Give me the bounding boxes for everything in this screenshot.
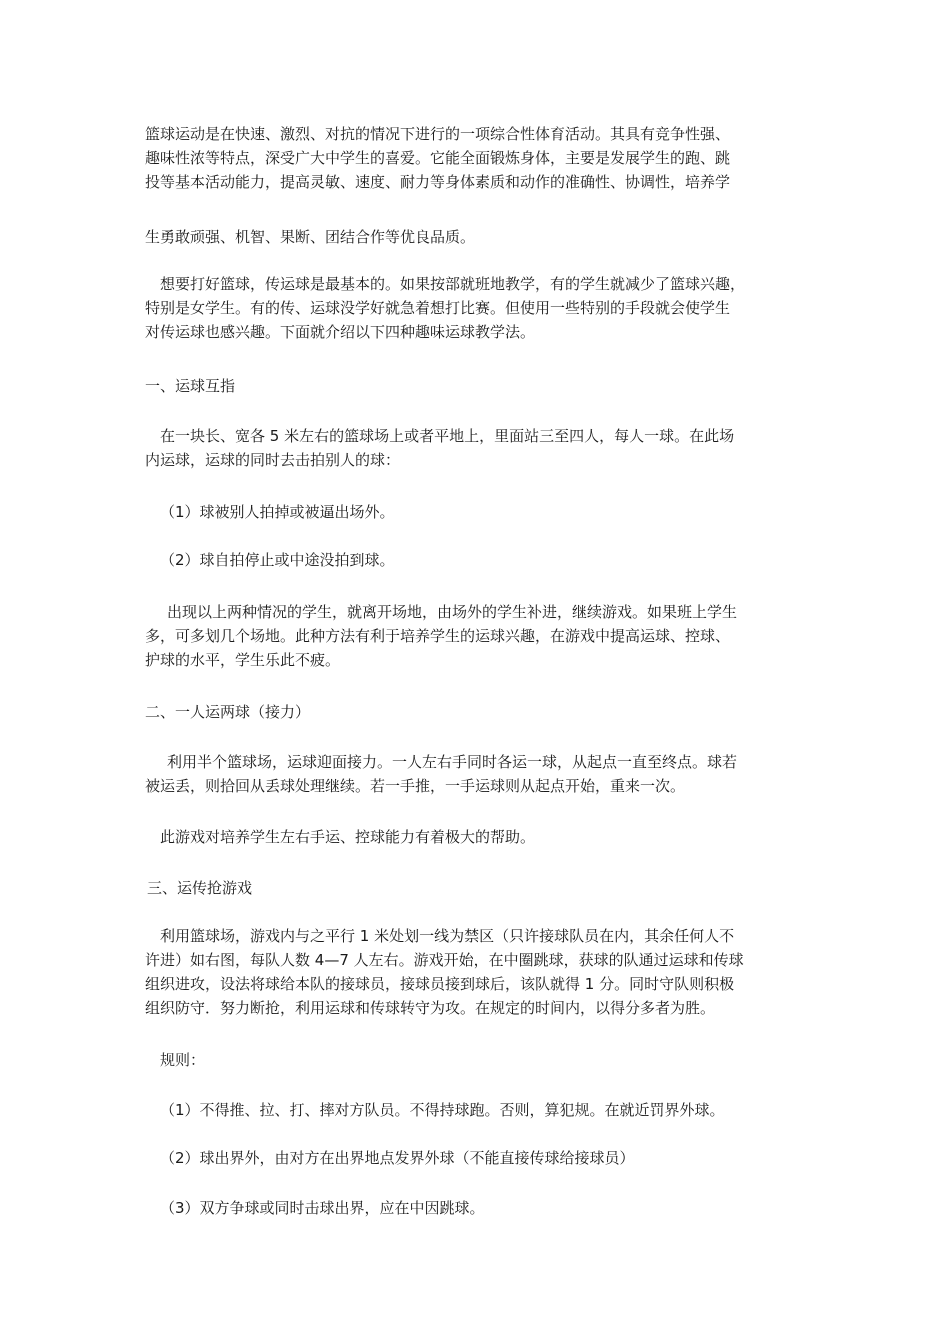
list-item: （2）球自拍停止或中途没拍到球。 bbox=[160, 551, 395, 569]
rules-label bbox=[145, 1048, 815, 1072]
list-item: （3）双方争球或同时击球出界，应在中因跳球。 bbox=[160, 1199, 485, 1217]
section-heading: 一、运球互指 bbox=[145, 377, 236, 395]
intro-line: 趣味性浓等特点，深受广大中学生的喜爱。它能全面锻炼身体，主要是发展学生的跑、跳 bbox=[145, 149, 731, 167]
intro-tail-line: 生勇敢顽强、机智、果断、团结合作等优良品质。 bbox=[145, 228, 476, 246]
section-heading: 二、一人运两球（接力） bbox=[145, 703, 311, 721]
paragraph-line: 多，可多划几个场地。此种方法有利于培养学生的运球兴趣，在游戏中提高运球、控球、 bbox=[145, 627, 731, 645]
paragraph-line: 被运丢，则拾回从丢球处理继续。若一手推，一手运球则从起点开始，重来一次。 bbox=[145, 777, 686, 795]
intro-paragraph bbox=[145, 122, 815, 194]
section-heading-3 bbox=[145, 876, 815, 900]
paragraph-line: 想要打好篮球，传运球是最基本的。如果按部就班地教学，有的学生就减少了篮球兴趣， bbox=[160, 275, 746, 293]
rules-heading: 规则： bbox=[160, 1051, 206, 1069]
intro-line: 篮球运动是在快速、激烈、对抗的情况下进行的一项综合性体育活动。其具有竞争性强、 bbox=[145, 125, 731, 143]
paragraph-line: 对传运球也感兴趣。下面就介绍以下四种趣味运球教学法。 bbox=[145, 323, 536, 341]
paragraph-line: 利用篮球场，游戏内与之平行 1 米处划一线为禁区（只许接球队员在内，其余任何人不 bbox=[160, 927, 735, 945]
paragraph-two bbox=[145, 272, 815, 344]
list-item: （2）球出界外，由对方在出界地点发界外球（不能直接传球给接球员） bbox=[160, 1149, 635, 1167]
paragraph-line: 护球的水平，学生乐此不疲。 bbox=[145, 651, 341, 669]
paragraph-line: 此游戏对培养学生左右手运、控球能力有着极大的帮助。 bbox=[160, 828, 536, 846]
list-item: （1）球被别人拍掉或被逼出场外。 bbox=[160, 503, 395, 521]
section-1-after bbox=[145, 600, 815, 672]
section-heading-1 bbox=[145, 374, 815, 398]
section-3-body bbox=[145, 924, 815, 1020]
section-2-note bbox=[145, 825, 815, 849]
section-1-body bbox=[145, 424, 815, 472]
section-1-item-2 bbox=[145, 548, 815, 572]
rule-3 bbox=[145, 1196, 815, 1220]
section-2-body bbox=[145, 750, 815, 798]
list-item: （1）不得推、拉、打、摔对方队员。不得持球跑。否则，算犯规。在就近罚界外球。 bbox=[160, 1101, 725, 1119]
paragraph-line: 组织进攻，设法将球给本队的接球员，接球员接到球后，该队就得 1 分。同时守队则积极 bbox=[145, 975, 735, 993]
section-heading: 三、运传抢游戏 bbox=[147, 879, 253, 897]
paragraph-line: 在一块长、宽各 5 米左右的篮球场上或者平地上，里面站三至四人，每人一球。在此场 bbox=[160, 427, 735, 445]
paragraph-line: 组织防守．努力断抢，利用运球和传球转守为攻。在规定的时间内，以得分多者为胜。 bbox=[145, 999, 716, 1017]
intro-line: 投等基本活动能力，提高灵敏、速度、耐力等身体素质和动作的准确性、协调性，培养学 bbox=[145, 173, 731, 191]
intro-paragraph-tail bbox=[145, 225, 815, 249]
paragraph-line: 内运球，运球的同时去击拍别人的球： bbox=[145, 451, 401, 469]
paragraph-line: 特别是女学生。有的传、运球没学好就急着想打比赛。但使用一些特别的手段就会使学生 bbox=[145, 299, 731, 317]
paragraph-line: 出现以上两种情况的学生，就离开场地，由场外的学生补进，继续游戏。如果班上学生 bbox=[167, 603, 738, 621]
paragraph-line: 利用半个篮球场，运球迎面接力。一人左右手同时各运一球，从起点一直至终点。球若 bbox=[167, 753, 738, 771]
rule-1 bbox=[145, 1098, 815, 1122]
section-heading-2 bbox=[145, 700, 815, 724]
paragraph-line: 许进）如右图，每队人数 4—7 人左右。游戏开始，在中圈跳球，获球的队通过运球和传球 bbox=[145, 951, 744, 969]
rule-2 bbox=[145, 1146, 815, 1170]
section-1-item-1 bbox=[145, 500, 815, 524]
